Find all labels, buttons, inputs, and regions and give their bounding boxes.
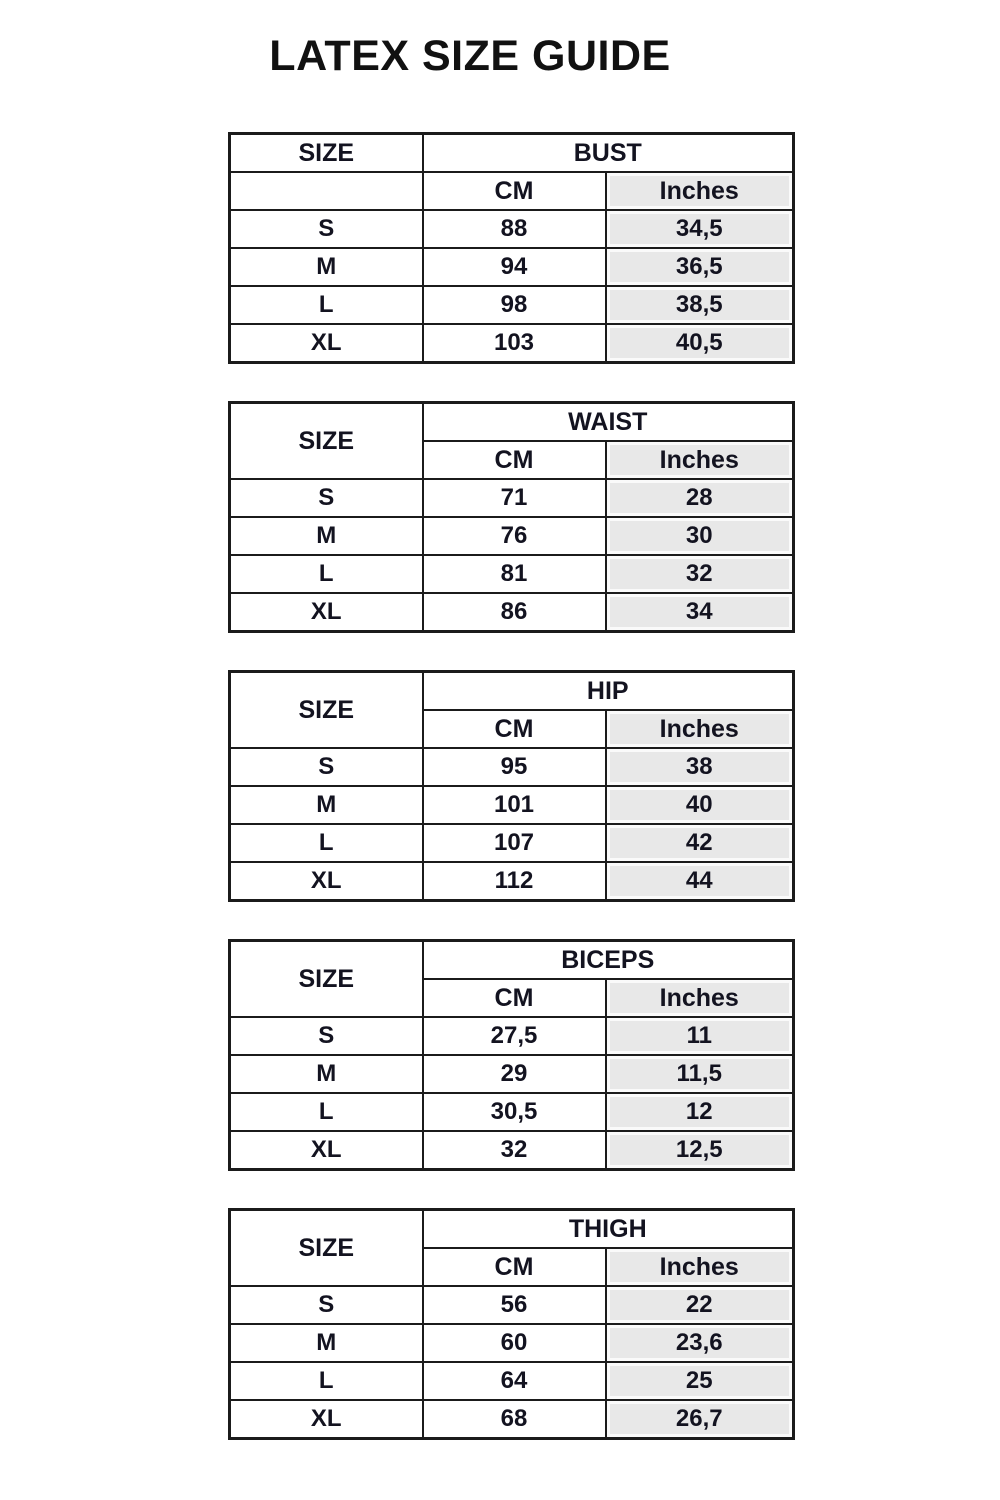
cm-column-header: CM [423, 979, 606, 1017]
empty-cell [230, 172, 423, 210]
tables-container [228, 132, 792, 1440]
table-row [230, 555, 794, 593]
cm-cell: 86 [423, 593, 606, 632]
table-row [230, 1400, 794, 1439]
inches-column-header: Inches [606, 172, 794, 210]
table-row [230, 1324, 794, 1362]
table-row [230, 1131, 794, 1170]
size-table-biceps [228, 939, 795, 1171]
size-cell: XL [230, 1400, 423, 1439]
cm-cell: 101 [423, 786, 606, 824]
size-cell: S [230, 1286, 423, 1324]
table-row [230, 1210, 794, 1249]
cm-cell: 76 [423, 517, 606, 555]
cm-cell: 94 [423, 248, 606, 286]
table-row [230, 593, 794, 632]
table-row [230, 479, 794, 517]
size-cell: M [230, 1324, 423, 1362]
inches-cell: 36,5 [606, 248, 794, 286]
size-column-header: SIZE [230, 1210, 423, 1287]
table-row [230, 324, 794, 363]
inches-column-header: Inches [606, 979, 794, 1017]
cm-cell: 29 [423, 1055, 606, 1093]
size-column-header: SIZE [230, 134, 423, 173]
inches-cell: 32 [606, 555, 794, 593]
size-column-header: SIZE [230, 672, 423, 749]
inches-cell: 42 [606, 824, 794, 862]
size-cell: XL [230, 324, 423, 363]
size-cell: XL [230, 1131, 423, 1170]
cm-cell: 112 [423, 862, 606, 901]
table-row [230, 748, 794, 786]
cm-column-header: CM [423, 710, 606, 748]
inches-column-header: Inches [606, 441, 794, 479]
cm-cell: 98 [423, 286, 606, 324]
inches-cell: 34 [606, 593, 794, 632]
inches-cell: 28 [606, 479, 794, 517]
cm-cell: 107 [423, 824, 606, 862]
inches-cell: 30 [606, 517, 794, 555]
cm-cell: 60 [423, 1324, 606, 1362]
inches-cell: 12 [606, 1093, 794, 1131]
cm-cell: 30,5 [423, 1093, 606, 1131]
size-table-hip [228, 670, 795, 902]
table-row [230, 1286, 794, 1324]
size-cell: M [230, 517, 423, 555]
table-row [230, 210, 794, 248]
size-column-header: SIZE [230, 403, 423, 480]
table-row [230, 941, 794, 980]
inches-cell: 38 [606, 748, 794, 786]
inches-cell: 40 [606, 786, 794, 824]
measure-header: WAIST [423, 403, 794, 442]
size-cell: S [230, 479, 423, 517]
inches-cell: 11,5 [606, 1055, 794, 1093]
inches-cell: 11 [606, 1017, 794, 1055]
inches-cell: 26,7 [606, 1400, 794, 1439]
page-title: LATEX SIZE GUIDE [269, 32, 671, 80]
cm-column-header: CM [423, 1248, 606, 1286]
cm-cell: 88 [423, 210, 606, 248]
size-cell: M [230, 1055, 423, 1093]
inches-column-header: Inches [606, 1248, 794, 1286]
size-cell: S [230, 210, 423, 248]
inches-cell: 12,5 [606, 1131, 794, 1170]
cm-cell: 56 [423, 1286, 606, 1324]
size-cell: L [230, 1362, 423, 1400]
table-row [230, 786, 794, 824]
size-column-header: SIZE [230, 941, 423, 1018]
inches-cell: 25 [606, 1362, 794, 1400]
table-row [230, 172, 794, 210]
measure-header: BICEPS [423, 941, 794, 980]
table-row [230, 1055, 794, 1093]
size-cell: M [230, 786, 423, 824]
size-cell: L [230, 1093, 423, 1131]
inches-cell: 44 [606, 862, 794, 901]
measure-header: BUST [423, 134, 794, 173]
table-row [230, 134, 794, 173]
measure-header: HIP [423, 672, 794, 711]
table-row [230, 1362, 794, 1400]
size-table-waist [228, 401, 795, 633]
size-cell: XL [230, 593, 423, 632]
table-row [230, 862, 794, 901]
size-cell: S [230, 1017, 423, 1055]
inches-cell: 22 [606, 1286, 794, 1324]
table-row [230, 286, 794, 324]
cm-cell: 95 [423, 748, 606, 786]
size-table-bust [228, 132, 795, 364]
inches-cell: 40,5 [606, 324, 794, 363]
cm-cell: 71 [423, 479, 606, 517]
size-table-thigh [228, 1208, 795, 1440]
table-row [230, 1093, 794, 1131]
cm-column-header: CM [423, 172, 606, 210]
table-row [230, 248, 794, 286]
size-cell: XL [230, 862, 423, 901]
cm-cell: 64 [423, 1362, 606, 1400]
table-row [230, 824, 794, 862]
size-cell: L [230, 555, 423, 593]
inches-cell: 34,5 [606, 210, 794, 248]
size-cell: M [230, 248, 423, 286]
size-cell: L [230, 824, 423, 862]
table-row [230, 403, 794, 442]
inches-column-header: Inches [606, 710, 794, 748]
measure-header: THIGH [423, 1210, 794, 1249]
inches-cell: 23,6 [606, 1324, 794, 1362]
inches-cell: 38,5 [606, 286, 794, 324]
cm-cell: 103 [423, 324, 606, 363]
size-cell: S [230, 748, 423, 786]
size-cell: L [230, 286, 423, 324]
table-row [230, 517, 794, 555]
cm-column-header: CM [423, 441, 606, 479]
cm-cell: 68 [423, 1400, 606, 1439]
table-row [230, 672, 794, 711]
cm-cell: 81 [423, 555, 606, 593]
table-row [230, 1017, 794, 1055]
cm-cell: 27,5 [423, 1017, 606, 1055]
cm-cell: 32 [423, 1131, 606, 1170]
